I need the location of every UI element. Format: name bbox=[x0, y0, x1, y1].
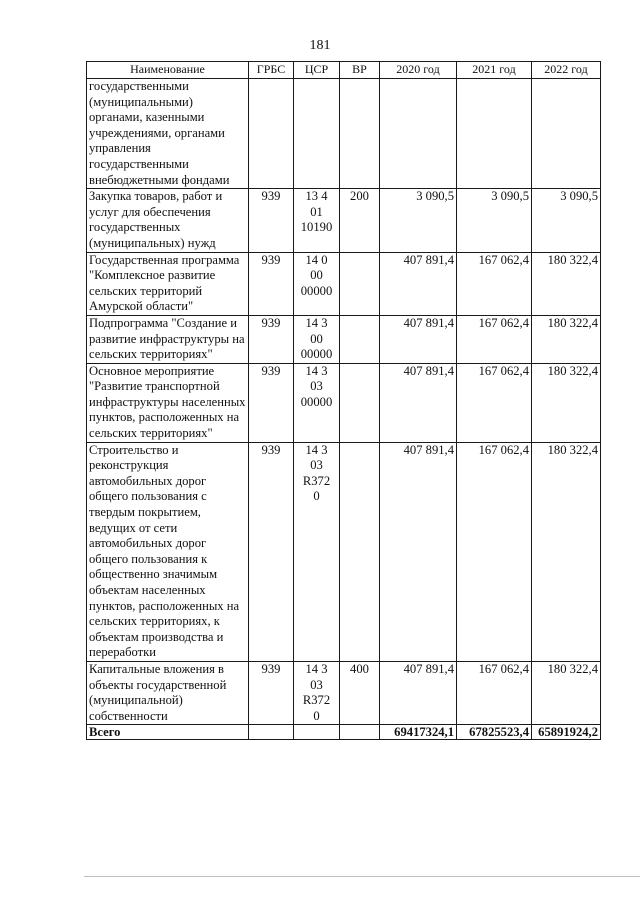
row-name: Подпрограмма "Создание и развитие инфраструктуры на сельских территориях" bbox=[87, 315, 249, 363]
header-2020: 2020 год bbox=[380, 62, 457, 79]
header-grbs: ГРБС bbox=[249, 62, 294, 79]
row-grbs bbox=[249, 79, 294, 189]
total-2022: 65891924,2 bbox=[532, 725, 601, 740]
row-2020 bbox=[380, 79, 457, 189]
row-2022: 180 322,4 bbox=[532, 442, 601, 661]
row-name: Государственная программа "Комплексное развитие сельских территорий Амурской области" bbox=[87, 252, 249, 315]
table-header-row bbox=[87, 62, 601, 79]
row-grbs: 939 bbox=[249, 252, 294, 315]
total-row bbox=[87, 725, 601, 740]
row-2021: 167 062,4 bbox=[457, 661, 532, 724]
table-row bbox=[87, 315, 601, 363]
row-2020: 407 891,4 bbox=[380, 442, 457, 661]
row-vr bbox=[340, 363, 380, 442]
row-grbs: 939 bbox=[249, 661, 294, 724]
header-vr: ВР bbox=[340, 62, 380, 79]
row-2022: 3 090,5 bbox=[532, 189, 601, 252]
scan-edge-line bbox=[84, 876, 640, 877]
total-2020: 69417324,1 bbox=[380, 725, 457, 740]
row-2022: 180 322,4 bbox=[532, 363, 601, 442]
row-name: Капитальные вложения в объекты государственной (муниципальной) собственности bbox=[87, 661, 249, 724]
header-csr: ЦСР bbox=[294, 62, 340, 79]
total-grbs bbox=[249, 725, 294, 740]
row-2020: 407 891,4 bbox=[380, 661, 457, 724]
row-csr: 14 3 00 00000 bbox=[294, 315, 340, 363]
table-row bbox=[87, 79, 601, 189]
row-2020: 407 891,4 bbox=[380, 363, 457, 442]
row-vr bbox=[340, 315, 380, 363]
total-vr bbox=[340, 725, 380, 740]
row-vr: 200 bbox=[340, 189, 380, 252]
row-vr bbox=[340, 442, 380, 661]
row-2020: 407 891,4 bbox=[380, 315, 457, 363]
total-2021: 67825523,4 bbox=[457, 725, 532, 740]
table-row bbox=[87, 661, 601, 724]
table-row bbox=[87, 363, 601, 442]
row-2021: 167 062,4 bbox=[457, 252, 532, 315]
table-row bbox=[87, 442, 601, 661]
page-number: 181 bbox=[309, 38, 331, 53]
row-csr: 13 4 01 10190 bbox=[294, 189, 340, 252]
row-2020: 3 090,5 bbox=[380, 189, 457, 252]
row-name: Строительство и реконструкция автомобильных дорог общего пользования с твердым покрытием, ведущих от сети автомобильных дорог общего пользования к общественно значимым объектам населенных пунктов, расположенных на сельских территориях, к объектам производства и переработки bbox=[87, 442, 249, 661]
budget-table bbox=[86, 61, 601, 740]
row-name: Основное мероприятие "Развитие транспортной инфраструктуры населенных пунктов, расположенных на сельских территориях" bbox=[87, 363, 249, 442]
table-row bbox=[87, 252, 601, 315]
total-csr bbox=[294, 725, 340, 740]
row-csr bbox=[294, 79, 340, 189]
row-2022: 180 322,4 bbox=[532, 315, 601, 363]
row-csr: 14 3 03 R372 0 bbox=[294, 442, 340, 661]
row-2020: 407 891,4 bbox=[380, 252, 457, 315]
row-vr bbox=[340, 252, 380, 315]
row-grbs: 939 bbox=[249, 189, 294, 252]
row-2022: 180 322,4 bbox=[532, 252, 601, 315]
header-2021: 2021 год bbox=[457, 62, 532, 79]
row-csr: 14 0 00 00000 bbox=[294, 252, 340, 315]
table-row bbox=[87, 189, 601, 252]
row-2021: 167 062,4 bbox=[457, 363, 532, 442]
row-2021: 3 090,5 bbox=[457, 189, 532, 252]
header-2022: 2022 год bbox=[532, 62, 601, 79]
row-grbs: 939 bbox=[249, 315, 294, 363]
row-vr bbox=[340, 79, 380, 189]
header-name: Наименование bbox=[87, 62, 249, 79]
row-2022: 180 322,4 bbox=[532, 661, 601, 724]
row-2021 bbox=[457, 79, 532, 189]
row-2021: 167 062,4 bbox=[457, 442, 532, 661]
row-grbs: 939 bbox=[249, 363, 294, 442]
row-name: Закупка товаров, работ и услуг для обеспечения государственных (муниципальных) нужд bbox=[87, 189, 249, 252]
row-grbs: 939 bbox=[249, 442, 294, 661]
row-2021: 167 062,4 bbox=[457, 315, 532, 363]
row-csr: 14 3 03 R372 0 bbox=[294, 661, 340, 724]
row-2022 bbox=[532, 79, 601, 189]
row-vr: 400 bbox=[340, 661, 380, 724]
row-csr: 14 3 03 00000 bbox=[294, 363, 340, 442]
total-label: Всего bbox=[87, 725, 249, 740]
row-name: государственными (муниципальными) органами, казенными учреждениями, органами управления государственными внебюджетными фондами bbox=[87, 79, 249, 189]
